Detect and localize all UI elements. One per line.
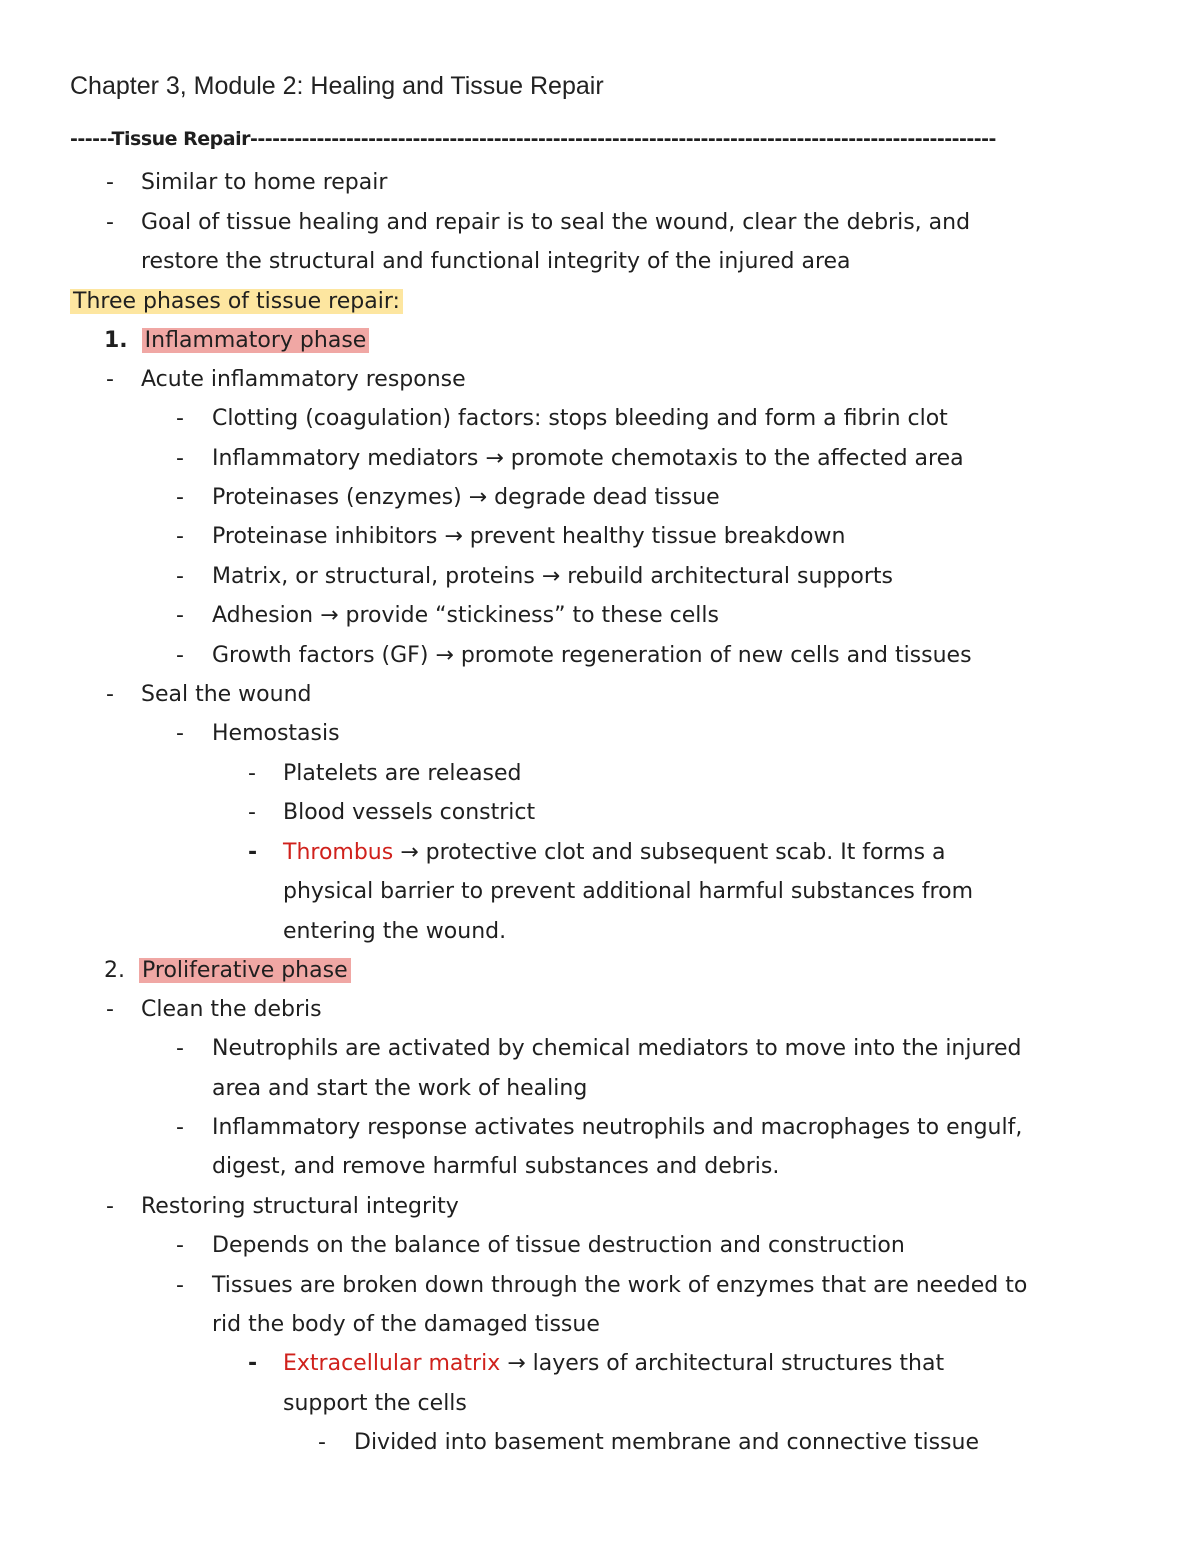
bullet-dash: - [176,406,184,431]
bullet-dash: - [106,1194,114,1219]
bullet-dash: - [106,367,114,392]
bullet-dash: - [248,800,256,825]
list-item-continued: digest, and remove harmful substances and debris. [212,1154,780,1179]
bullet-dash: - [176,1115,184,1140]
acute-response: Acute inflammatory response [141,367,466,392]
list-item: Tissues are broken down through the work of enzymes that are needed to [212,1273,1028,1298]
intro-item: Goal of tissue healing and repair is to seal the wound, clear the debris, and [141,210,971,235]
list-item-continued: area and start the work of healing [212,1076,588,1101]
phase-1-heading: 1. Inflammatory phase [104,326,369,356]
list-item: Growth factors (GF) → promote regeneration of new cells and tissues [212,643,972,668]
bullet-dash: - [176,446,184,471]
ecm-item-continued: support the cells [283,1391,467,1416]
bullet-dash: - [176,564,184,589]
thrombus-item: Thrombus → protective clot and subsequent scab. It forms a [283,840,946,865]
list-item-continued: rid the body of the damaged tissue [212,1312,600,1337]
list-item: Inflammatory mediators → promote chemotaxis to the affected area [212,446,964,471]
list-item: Proteinases (enzymes) → degrade dead tissue [212,485,720,510]
bullet-dash: - [106,682,114,707]
list-item: Depends on the balance of tissue destruction and construction [212,1233,905,1258]
list-item: Proteinase inhibitors → prevent healthy tissue breakdown [212,524,846,549]
list-item: Matrix, or structural, proteins → rebuild architectural supports [212,564,893,589]
restore-integrity: Restoring structural integrity [141,1194,459,1219]
bullet-dash: - [176,1273,184,1298]
clean-debris: Clean the debris [141,997,322,1022]
bullet-dash: - [318,1430,326,1455]
bullet-dash: - [176,1036,184,1061]
bullet-dash: - [248,840,258,865]
thrombus-item-continued: entering the wound. [283,919,507,944]
hemostasis: Hemostasis [212,721,340,746]
bullet-dash: - [106,170,114,195]
bullet-dash: - [176,603,184,628]
seal-wound: Seal the wound [141,682,312,707]
section-separator: ------Tissue Repair----------------------------------------------------------------------------------------------------- [70,128,996,150]
page-title: Chapter 3, Module 2: Healing and Tissue Repair [70,72,604,100]
ecm-item: Extracellular matrix → layers of architectural structures that [283,1351,945,1376]
bullet-dash: - [176,1233,184,1258]
phase-1-label: Inflammatory phase [142,328,370,353]
phase-2-heading: 2. Proliferative phase [104,956,351,986]
section-heading: Tissue Repair [111,128,250,150]
phases-heading: Three phases of tissue repair: [70,287,403,317]
bullet-dash: - [248,761,256,786]
list-item: Inflammatory response activates neutrophils and macrophages to engulf, [212,1115,1023,1140]
list-item: Neutrophils are activated by chemical mediators to move into the injured [212,1036,1022,1061]
thrombus-term: Thrombus [283,840,394,865]
phase-2-label: Proliferative phase [139,958,351,983]
bullet-dash: - [176,485,184,510]
bullet-dash: - [176,524,184,549]
list-item: Clotting (coagulation) factors: stops bleeding and form a fibrin clot [212,406,948,431]
thrombus-item-continued: physical barrier to prevent additional harmful substances from [283,879,974,904]
intro-item: Similar to home repair [141,170,388,195]
list-item: Adhesion → provide “stickiness” to these cells [212,603,719,628]
bullet-dash: - [106,210,114,235]
list-item: Platelets are released [283,761,522,786]
bullet-dash: - [176,643,184,668]
bullet-dash: - [176,721,184,746]
list-item: Divided into basement membrane and connective tissue [354,1430,979,1455]
intro-item-continued: restore the structural and functional integrity of the injured area [141,249,851,274]
ecm-term: Extracellular matrix [283,1351,501,1376]
bullet-dash: - [106,997,114,1022]
bullet-dash: - [248,1351,258,1376]
list-item: Blood vessels constrict [283,800,536,825]
